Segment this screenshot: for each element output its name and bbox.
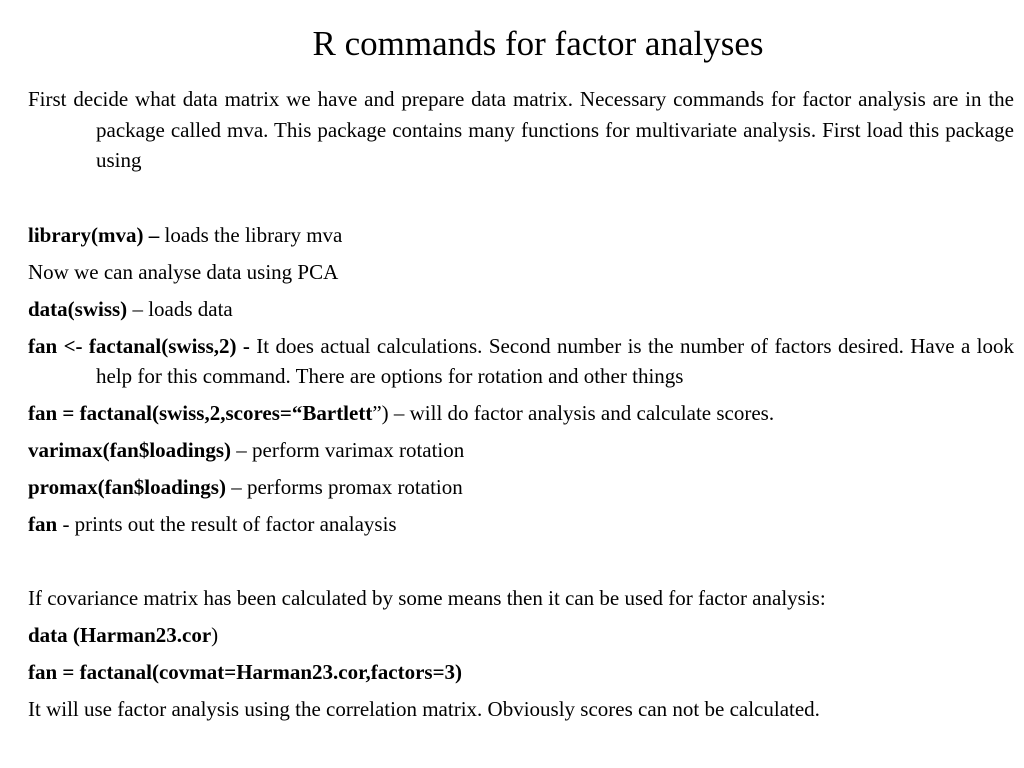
correlation-line (28, 694, 1014, 725)
library-command: library(mva) – (28, 222, 160, 247)
factanal-scores-command: fan = factanal(swiss,2,scores=“Bartlett (28, 401, 373, 425)
promax-description: – performs promax rotation (225, 475, 463, 499)
covmat-command: fan = factanal(covmat=Harman23.cor,factors=3) (28, 659, 463, 684)
factanal-scores-line (28, 398, 1014, 429)
covmat-line (28, 657, 1014, 688)
fan-description: - prints out the result of factor analaysis (57, 512, 397, 536)
varimax-description: – perform varimax rotation (231, 438, 465, 462)
pca-text: Now we can analyse data using PCA (28, 259, 339, 284)
promax-command: promax(fan$loadings) (28, 475, 226, 499)
pca-line (28, 257, 1014, 288)
harman-data-suffix: ) (211, 622, 219, 647)
data-swiss-command: data(swiss) (28, 296, 128, 321)
data-swiss-line (28, 294, 1014, 325)
slide-title: R commands for factor analyses (312, 24, 764, 63)
library-line (28, 220, 1014, 251)
slide-body (28, 84, 1014, 731)
correlation-text: It will use factor analysis using the correlation matrix. Obviously scores can not be calculated. (28, 696, 820, 721)
library-description: loads the library mva (159, 222, 343, 247)
covariance-text: If covariance matrix has been calculated by some means then it can be used for factor analysis: (28, 585, 826, 610)
covariance-line (28, 583, 1014, 614)
fan-line (28, 509, 1014, 540)
fan-command: fan (28, 512, 58, 536)
factanal-description: It does actual calculations. Second number is the number of factors desired. Have a look help for this command. There are options for rotation and other things (96, 333, 1014, 388)
varimax-line (28, 435, 1014, 466)
harman-data-line (28, 620, 1014, 651)
intro-paragraph: First decide what data matrix we have and prepare data matrix. Necessary commands for factor analysis are in the package called mva. This package contains many functions for multivariate analysis. First load this package using (28, 87, 1014, 172)
varimax-command: varimax(fan$loadings) (28, 438, 232, 462)
factanal-command: fan <- factanal(swiss,2) - (28, 333, 250, 358)
factanal-line (28, 331, 1014, 392)
factanal-scores-description: ”) – will do factor analysis and calculate scores. (372, 401, 775, 425)
harman-data-command: data (Harman23.cor (28, 622, 212, 647)
promax-line (28, 472, 1014, 503)
data-swiss-description: – loads data (127, 296, 233, 321)
